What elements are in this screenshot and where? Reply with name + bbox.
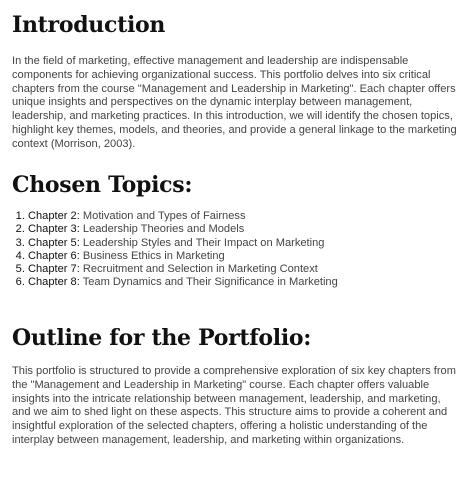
topic-title: Team Dynamics and Their Significance in Marketing xyxy=(82,276,338,289)
chosen-topics-heading: Chosen Topics: xyxy=(12,172,193,198)
topic-item xyxy=(28,210,338,223)
topic-title: Leadership Theories and Models xyxy=(82,223,245,236)
topic-item xyxy=(28,250,338,263)
topic-chapter: Chapter 7: xyxy=(28,263,80,276)
topic-title: Business Ethics in Marketing xyxy=(82,249,225,262)
topic-title: Motivation and Types of Fairness xyxy=(82,210,246,222)
topic-chapter: Chapter 5: xyxy=(28,236,80,249)
introduction-paragraph: In the field of marketing, effective management and leadership are indispensable components for achieving organizational success. This portfolio delves into six critical chapters from the course "Management and Leadership in Marketing". Each chapter offers unique insights and perspectives on the dynamic interplay between management, leadership, and marketing practices. In this introduction, we will identify the chosen topics, highlight key themes, models, and theories, and provide a general linkage to the marketing context (Morrison, 2003). xyxy=(12,55,457,150)
topic-chapter: Chapter 2: xyxy=(28,210,80,222)
outline-heading: Outline for the Portfolio: xyxy=(12,325,312,351)
topic-chapter: Chapter 6: xyxy=(28,249,80,262)
introduction-heading: Introduction xyxy=(12,12,166,38)
topic-chapter: Chapter 3: xyxy=(28,223,80,236)
topic-chapter: Chapter 8: xyxy=(28,276,80,289)
topic-item xyxy=(28,223,338,236)
topic-item xyxy=(28,276,338,289)
topic-title: Recruitment and Selection in Marketing Context xyxy=(82,263,318,276)
topics-list xyxy=(12,210,338,290)
topic-item xyxy=(28,263,338,276)
outline-paragraph: This portfolio is structured to provide a comprehensive exploration of six key chapters from the "Management and Leadership in Marketing" course. Each chapter offers valuable insights into the intricate relationship between management, leadership, and marketing, and we aim to shed light on these aspects. This structure aims to provide a coherent and insightful exploration of the selected chapters, offering a holistic understanding of the interplay between management, leadership, and marketing within organizations. xyxy=(12,365,456,446)
topic-item xyxy=(28,237,338,250)
topic-title: Leadership Styles and Their Impact on Marketing xyxy=(82,236,325,249)
